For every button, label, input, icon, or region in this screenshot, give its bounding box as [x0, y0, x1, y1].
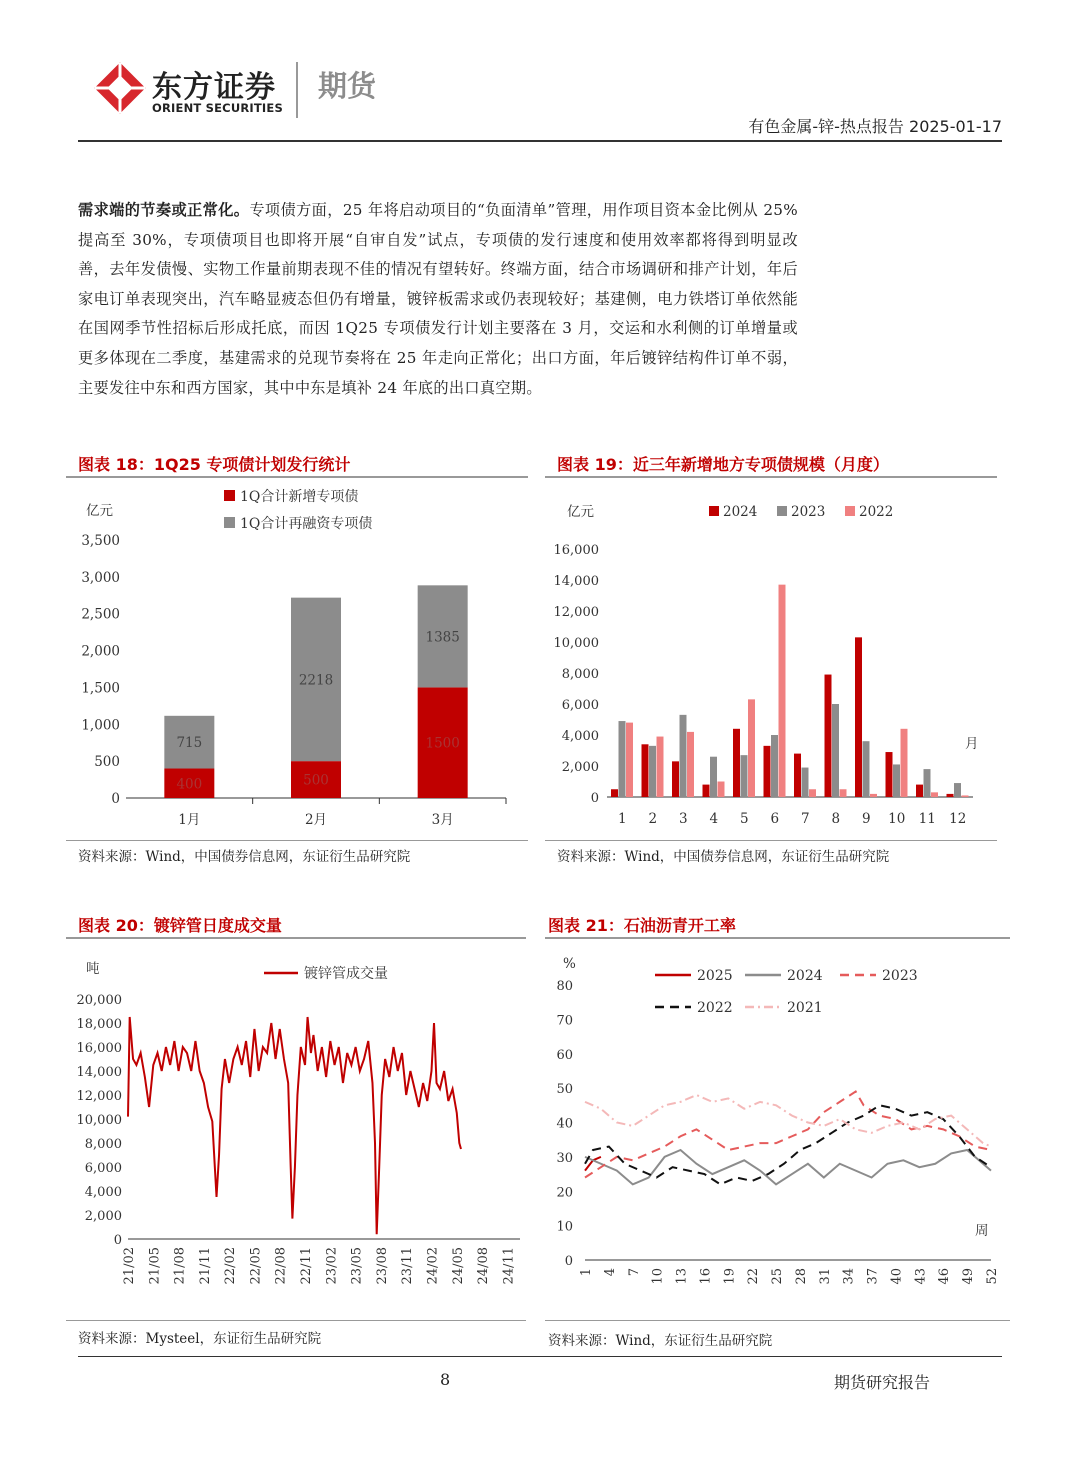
- fig19-xtick-label: 1: [617, 811, 627, 827]
- fig19-bar-2023: [802, 768, 809, 797]
- fig21-source: 资料来源：Wind，东证衍生品研究院: [548, 1333, 773, 1349]
- fig18-ytick-label: 2,000: [81, 643, 120, 660]
- fig21-source-rule: [545, 1320, 1010, 1321]
- fig21-xtick-label: 34: [841, 1268, 857, 1285]
- fig19-ytick-label: 2,000: [561, 760, 599, 775]
- fig19-source: 资料来源：Wind，中国债券信息网，东证衍生品研究院: [557, 849, 890, 865]
- fig19-bar-2022: [626, 723, 633, 797]
- fig18-source: 资料来源：Wind，中国债券信息网，东证衍生品研究院: [78, 849, 411, 865]
- fig19-bar-2024: [764, 746, 771, 797]
- fig21-xtick-label: 22: [746, 1268, 762, 1285]
- fig20-ytick-label: 2,000: [84, 1209, 122, 1224]
- fig19-bar-2024: [672, 761, 679, 797]
- fig19-bar-2022: [687, 732, 694, 797]
- fig18-legend-label: 1Q合计再融资专项债: [240, 516, 373, 532]
- fig18-source-rule: [66, 840, 528, 841]
- fig20-ytick-label: 14,000: [76, 1065, 122, 1080]
- fig19-title-rule: [545, 476, 997, 478]
- fig19-xtick-label: 7: [800, 811, 810, 827]
- brand-name-cn: 东方证券: [152, 70, 276, 105]
- fig20-unit-label: 吨: [86, 961, 100, 977]
- fig18-xtick-label: 3月: [431, 812, 454, 828]
- fig19-xtick-label: 4: [709, 811, 719, 827]
- fig18-ytick-label: 2,500: [81, 606, 120, 623]
- fig21-xtick-label: 37: [865, 1268, 881, 1285]
- fig20-xtick-label: 21/08: [172, 1247, 188, 1285]
- fig18-legend-swatch: [224, 490, 235, 501]
- fig19-bar-2022: [657, 737, 664, 797]
- fig21-xtick-label: 10: [650, 1268, 666, 1285]
- fig20-title-rule: [66, 937, 526, 939]
- fig20-xtick-label: 22/02: [223, 1247, 239, 1285]
- fig19-unit-label: 亿元: [567, 504, 594, 520]
- fig20-ytick-label: 4,000: [84, 1185, 122, 1200]
- fig19-chart: [545, 480, 997, 840]
- fig18-legend-label: 1Q合计新增专项债: [240, 489, 359, 505]
- fig19-ytick-label: 4,000: [561, 729, 599, 744]
- fig18-ytick-label: 1,000: [81, 717, 120, 734]
- fig20-source-rule: [66, 1320, 526, 1321]
- fig20-ytick-label: 20,000: [76, 993, 122, 1008]
- fig19-ytick-label: 10,000: [553, 636, 599, 651]
- fig19-xtick-label: 11: [918, 811, 936, 827]
- header-rule: [78, 140, 1002, 142]
- fig18-ytick-label: 0: [111, 791, 120, 807]
- fig21-series-2021: [585, 1095, 991, 1147]
- fig19-bar-2023: [771, 735, 778, 797]
- fig19-bar-2024: [611, 789, 618, 797]
- fig19-legend-label: 2023: [791, 504, 826, 520]
- fig19-bar-2024: [855, 637, 862, 797]
- fig18-data-label: 1385: [425, 629, 460, 646]
- fig18-data-label: 400: [176, 776, 203, 793]
- fig19-ytick-label: 0: [590, 791, 599, 806]
- fig19-bar-2024: [794, 754, 801, 797]
- fig18-ytick-label: 1,500: [81, 680, 120, 697]
- fig21-legend-label: 2024: [787, 968, 823, 984]
- fig21-ytick-label: 30: [556, 1150, 573, 1166]
- fig21-xtick-label: 43: [913, 1268, 929, 1285]
- fig19-ytick-label: 8,000: [561, 667, 599, 682]
- fig21-ytick-label: 40: [556, 1116, 573, 1132]
- fig20-ytick-label: 0: [113, 1233, 122, 1248]
- fig20-xtick-label: 24/05: [450, 1247, 466, 1285]
- fig19-ytick-label: 14,000: [553, 574, 599, 589]
- division-label: 期货: [318, 69, 377, 103]
- fig19-ytick-label: 16,000: [553, 543, 599, 558]
- fig18-xtick-label: 1月: [178, 812, 201, 828]
- fig21-ytick-label: 20: [556, 1185, 573, 1201]
- fig19-xtick-label: 5: [739, 811, 749, 827]
- fig20-ytick-label: 16,000: [76, 1041, 122, 1056]
- fig21-xtick-label: 46: [937, 1268, 953, 1285]
- fig18-ytick-label: 3,000: [81, 569, 120, 586]
- fig20-xtick-label: 23/11: [400, 1247, 416, 1285]
- fig20-xtick-label: 21/11: [197, 1247, 213, 1285]
- fig21-legend-label: 2025: [697, 968, 733, 984]
- report-title: 有色金属-锌-热点报告 2025-01-17: [748, 117, 1002, 136]
- fig21-xtick-label: 31: [817, 1268, 833, 1285]
- fig20-xtick-label: 23/08: [374, 1247, 390, 1285]
- fig19-bar-2024: [703, 785, 710, 797]
- fig21-ytick-label: 0: [564, 1254, 573, 1269]
- orient-logo-icon: [92, 60, 148, 116]
- fig19-bar-2022: [840, 789, 847, 797]
- fig20-xtick-label: 22/11: [299, 1247, 315, 1285]
- header-divider: [296, 62, 298, 118]
- fig19-bar-2022: [870, 794, 877, 797]
- fig19-bar-2024: [733, 729, 740, 797]
- fig21-xtick-label: 40: [889, 1268, 905, 1285]
- fig20-xtick-label: 22/08: [273, 1247, 289, 1285]
- fig21-legend-label: 2022: [697, 1000, 733, 1016]
- fig19-bar-2024: [825, 675, 832, 797]
- fig19-bar-2023: [954, 783, 961, 797]
- fig19-bar-2023: [619, 721, 626, 797]
- fig21-ytick-label: 10: [556, 1219, 573, 1235]
- brand-name-en: ORIENT SECURITIES: [152, 101, 283, 115]
- fig20-ytick-label: 10,000: [76, 1113, 122, 1128]
- fig19-xtick-label: 3: [678, 811, 688, 827]
- footer-rule: [78, 1356, 1002, 1357]
- fig21-legend-label: 2021: [787, 1000, 823, 1016]
- fig19-bar-2022: [962, 795, 969, 797]
- fig21-legend-label: 2023: [882, 968, 918, 984]
- fig20-xtick-label: 21/02: [122, 1247, 137, 1285]
- fig19-bar-2023: [863, 741, 870, 797]
- fig18-unit-label: 亿元: [86, 503, 113, 519]
- fig19-title: 图表 19：近三年新增地方专项债规模（月度）: [557, 455, 889, 474]
- fig20-xtick-label: 22/05: [248, 1247, 264, 1285]
- footer-label: 期货研究报告: [833, 1373, 930, 1392]
- fig21-xtick-label: 19: [722, 1268, 738, 1285]
- fig18-title: 图表 18：1Q25 专项债计划发行统计: [78, 455, 351, 474]
- fig21-x-unit: 周: [975, 1223, 989, 1239]
- fig19-bar-2023: [893, 764, 900, 797]
- fig19-xtick-label: 8: [831, 811, 841, 827]
- fig19-bar-2022: [901, 729, 908, 797]
- fig19-bar-2023: [649, 746, 656, 797]
- fig19-xtick-label: 9: [861, 811, 871, 827]
- fig19-bar-2024: [947, 794, 954, 797]
- fig21-xtick-label: 7: [626, 1268, 642, 1277]
- paragraph-text: 专项债方面，25 年将启动项目的“负面清单”管理，用作项目资本金比例从 25%提高至 30%，专项债项目也即将开展“自审自发”试点，专项债的发行速度和使用效率都将得到明显改善，去年发债慢、实物工作量前期表现不佳的情况有望转好。终端方面，结合市场调研和排产计划，年后家电订单表现突出，汽车略显疲态但仍有增量，镀锌板需求或仍表现较好；基建侧，电力铁塔订单依然能在国网季节性招标后形成托底，而因 1Q25 专项债发行计划主要落在 3 月，交运和水利侧的订单增量或更多体现在二季度，基建需求的兑现节奏将在 25 年走向正常化；出口方面，年后镀锌结构件订单不弱，主要发往中东和西方国家，其中中东是填补 24 年底的出口真空期。: [78, 201, 798, 397]
- page-number: 8: [440, 1370, 451, 1389]
- fig19-bar-2022: [779, 585, 786, 797]
- fig20-ytick-label: 8,000: [84, 1137, 122, 1152]
- fig19-bar-2024: [642, 744, 649, 797]
- fig21-chart: [545, 941, 1010, 1319]
- fig20-xtick-label: 24/08: [476, 1247, 492, 1285]
- fig19-bar-2022: [748, 699, 755, 797]
- fig19-legend-swatch: [709, 506, 719, 516]
- fig18-chart: [66, 480, 528, 840]
- fig21-xtick-label: 52: [985, 1268, 1000, 1285]
- fig20-chart: [66, 941, 526, 1319]
- fig20-xtick-label: 23/02: [324, 1247, 340, 1285]
- fig20-xtick-label: 24/02: [425, 1247, 441, 1285]
- fig19-bar-2022: [718, 782, 725, 798]
- fig19-legend-swatch: [777, 506, 787, 516]
- fig19-legend-swatch: [845, 506, 855, 516]
- fig21-xtick-label: 13: [674, 1268, 690, 1285]
- fig19-xtick-label: 12: [949, 811, 967, 827]
- fig19-bar-2023: [741, 755, 748, 797]
- fig20-ytick-label: 6,000: [84, 1161, 122, 1176]
- fig21-title-rule: [545, 937, 1010, 939]
- fig19-legend-label: 2024: [723, 504, 758, 520]
- fig21-ytick-label: 50: [556, 1082, 573, 1098]
- fig18-data-label: 1500: [425, 735, 460, 752]
- fig18-xtick-label: 2月: [304, 812, 328, 828]
- fig20-series-line: [128, 1017, 461, 1234]
- fig21-xtick-label: 25: [770, 1268, 786, 1285]
- fig19-ytick-label: 12,000: [553, 605, 599, 620]
- fig19-bar-2023: [832, 704, 839, 797]
- fig18-legend-swatch: [224, 517, 235, 528]
- fig21-xtick-label: 1: [579, 1268, 594, 1277]
- fig20-ytick-label: 12,000: [76, 1089, 122, 1104]
- fig20-legend-label: 镀锌管成交量: [304, 966, 388, 982]
- fig19-xtick-label: 2: [648, 811, 658, 827]
- fig21-ytick-label: 70: [556, 1013, 573, 1029]
- fig18-data-label: 715: [176, 735, 203, 752]
- fig19-xtick-label: 6: [770, 811, 780, 827]
- fig21-xtick-label: 4: [602, 1268, 618, 1277]
- fig18-title-rule: [66, 476, 528, 478]
- fig21-ytick-label: 60: [556, 1047, 573, 1063]
- paragraph-lead: 需求端的节奏或正常化。: [78, 201, 250, 219]
- fig19-bar-2024: [886, 752, 893, 797]
- fig20-title: 图表 20：镀锌管日度成交量: [78, 916, 282, 935]
- fig21-xtick-label: 49: [961, 1268, 977, 1285]
- fig18-ytick-label: 3,500: [81, 533, 120, 549]
- fig18-data-label: 2218: [298, 672, 334, 689]
- fig21-xtick-label: 16: [698, 1268, 714, 1285]
- fig21-unit-label: %: [563, 956, 576, 972]
- fig19-bar-2024: [916, 785, 923, 797]
- fig18-data-label: 500: [303, 772, 329, 789]
- fig20-ytick-label: 18,000: [76, 1017, 122, 1032]
- fig19-bar-2023: [680, 715, 687, 797]
- fig19-bar-2023: [710, 757, 717, 797]
- fig20-xtick-label: 24/11: [501, 1247, 517, 1285]
- fig20-xtick-label: 23/05: [349, 1247, 365, 1285]
- fig19-bar-2023: [924, 769, 931, 797]
- fig19-source-rule: [545, 840, 997, 841]
- fig19-x-unit: 月: [965, 736, 979, 752]
- fig20-xtick-label: 21/05: [147, 1247, 163, 1285]
- fig21-title: 图表 21：石油沥青开工率: [548, 916, 736, 935]
- fig19-ytick-label: 6,000: [561, 698, 599, 713]
- fig18-ytick-label: 500: [94, 754, 120, 771]
- fig19-legend-label: 2022: [859, 504, 894, 520]
- body-paragraph: [78, 196, 798, 403]
- fig20-source: 资料来源：Mysteel，东证衍生品研究院: [78, 1331, 322, 1347]
- fig19-xtick-label: 10: [888, 811, 906, 827]
- fig19-bar-2022: [809, 789, 816, 797]
- fig21-ytick-label: 80: [556, 979, 573, 994]
- fig21-xtick-label: 28: [793, 1268, 809, 1285]
- fig19-bar-2022: [931, 792, 938, 797]
